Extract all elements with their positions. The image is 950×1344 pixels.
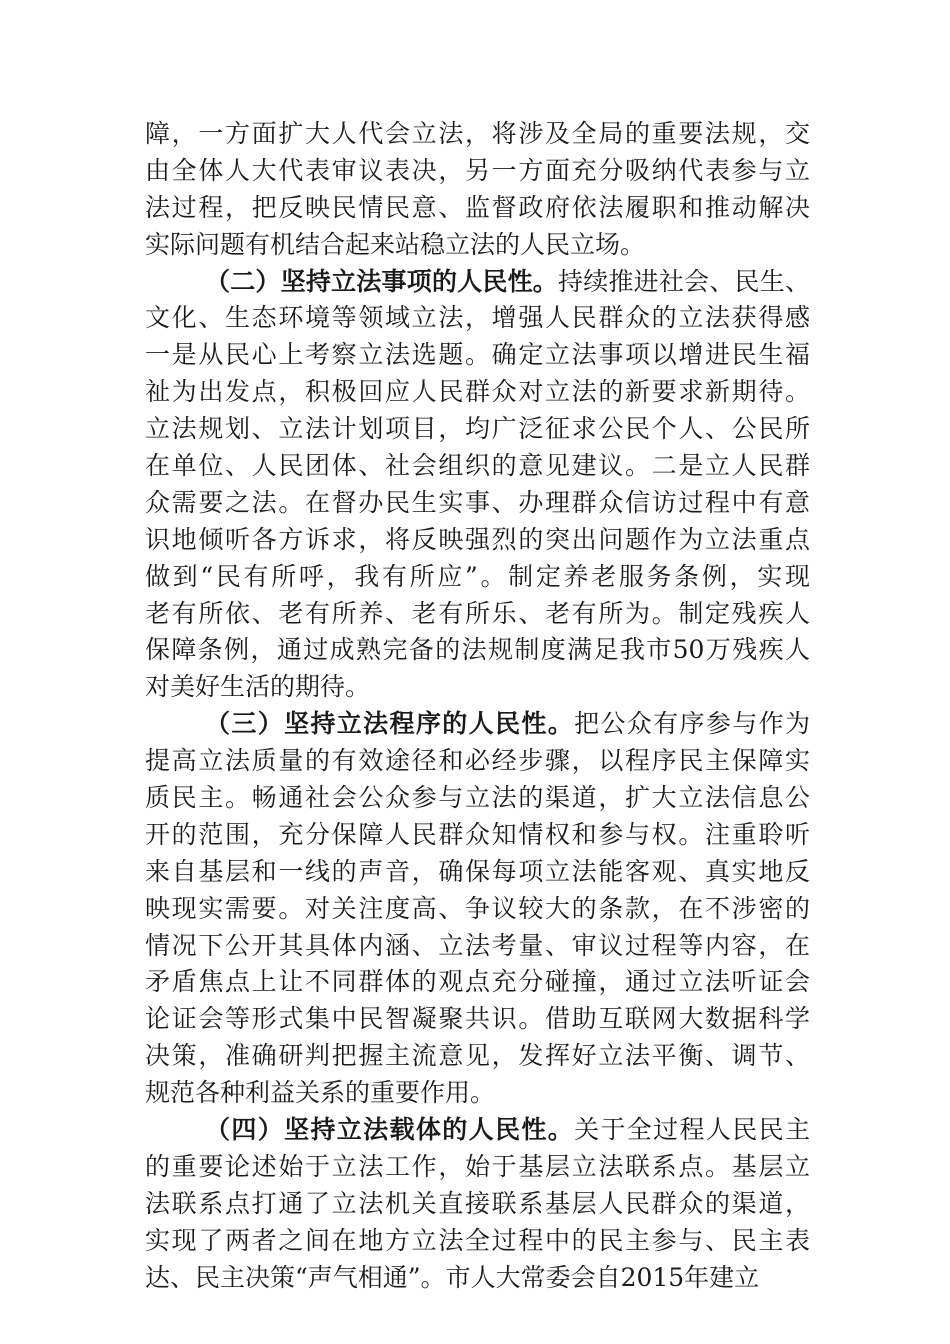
text-line [145,411,810,448]
text-line [145,1075,810,1112]
line-text: 对美好生活的期待。 [145,672,371,702]
text-line [145,485,810,522]
line-text: 把公众有序参与作为 [574,709,810,739]
line-text: 祉为出发点，积极回应人民群众对立法的新要求新期待。 [145,377,810,407]
text-line [145,706,810,743]
line-text: 在单位、人民团体、社会组织的意见建议。二是立人民群 [145,451,810,481]
line-text: 关于全过程人民民主 [574,1115,810,1145]
line-text: 开的范围，充分保障人民群众知情权和参与权。注重聆听 [145,819,810,849]
line-text: 映现实需要。对关注度高、争议较大的条款，在不涉密的 [145,893,810,923]
text-line [145,1186,810,1223]
line-text: 提高立法质量的有效途径和必经步骤，以程序民主保障实 [145,746,810,776]
paragraph-p2 [145,264,810,707]
text-line [145,780,810,817]
text-line [145,300,810,337]
text-line [145,928,810,965]
text-line [145,743,810,780]
text-line [145,1001,810,1038]
line-text: 法过程，把反映民情民意、监督政府依法履职和推动解决 [145,192,810,222]
line-text: 规范各种利益关系的重要作用。 [145,1078,496,1108]
paragraph-p1 [145,116,810,264]
line-text: 做到“民有所呼，我有所应”。制定养老服务条例，实现 [145,561,810,591]
line-text: 论证会等形式集中民智凝聚共识。借助互联网大数据科学 [145,1004,810,1034]
line-text: 文化、生态环境等领域立法，增强人民群众的立法获得感 [145,303,810,333]
paragraph-p3 [145,706,810,1112]
line-text: 众需要之法。在督办民生实事、办理群众信访过程中有意 [145,487,810,517]
section-heading: （三）坚持立法程序的人民性。 [205,709,575,739]
text-line [145,559,810,596]
text-line [145,891,810,928]
section-heading: （四）坚持立法载体的人民性。 [205,1115,575,1145]
text-line [145,522,810,559]
text-line [145,1260,810,1297]
line-text: 决策，准确研判把握主流意见，发挥好立法平衡、调节、 [145,1041,810,1071]
text-line [145,817,810,854]
section-heading: （二）坚持立法事项的人民性。 [205,266,559,296]
text-line [145,669,810,706]
text-line [145,854,810,891]
line-text: 来自基层和一线的声音，确保每项立法能客观、真实地反 [145,856,810,886]
line-text: 情况下公开其具体内涵、立法考量、审议过程等内容，在 [145,930,810,960]
line-text: 识地倾听各方诉求，将反映强烈的突出问题作为立法重点 [145,524,810,554]
text-line [145,153,810,190]
text-line [145,1112,810,1149]
line-text: 老有所依、老有所养、老有所乐、老有所为。制定残疾人 [145,598,810,628]
text-line [145,1223,810,1260]
line-text: 达、民主决策“声气相通”。市人大常委会自2015年建立 [145,1262,760,1292]
line-text: 实际问题有机结合起来站稳立法的人民立场。 [145,229,646,259]
line-text: 的重要论述始于立法工作，始于基层立法联系点。基层立 [145,1151,810,1181]
text-line [145,337,810,374]
line-text: 一是从民心上考察立法选题。确定立法事项以增进民生福 [145,340,810,370]
text-line [145,1038,810,1075]
line-text: 由全体人大代表审议表决，另一方面充分吸纳代表参与立 [145,155,810,185]
document-body [145,116,810,1297]
line-text: 障，一方面扩大人代会立法，将涉及全局的重要法规，交 [145,119,810,148]
line-text: 实现了两者之间在地方立法全过程中的民主参与、民主表 [145,1225,810,1255]
text-line [145,632,810,669]
line-text: 持续推进社会、民生、 [558,266,810,296]
text-line [145,190,810,227]
line-text: 保障条例，通过成熟完备的法规制度满足我市50万残疾人 [145,635,810,665]
text-line [145,227,810,264]
text-line [145,116,810,153]
text-line [145,596,810,633]
text-line [145,1149,810,1186]
line-text: 矛盾焦点上让不同群体的观点充分碰撞，通过立法听证会 [145,967,810,997]
text-line [145,264,810,301]
paragraph-p4 [145,1112,810,1296]
text-line [145,448,810,485]
text-line [145,964,810,1001]
line-text: 质民主。畅通社会公众参与立法的渠道，扩大立法信息公 [145,783,810,813]
text-line [145,374,810,411]
line-text: 法联系点打通了立法机关直接联系基层人民群众的渠道， [145,1188,810,1218]
line-text: 立法规划、立法计划项目，均广泛征求公民个人、公民所 [145,414,810,444]
